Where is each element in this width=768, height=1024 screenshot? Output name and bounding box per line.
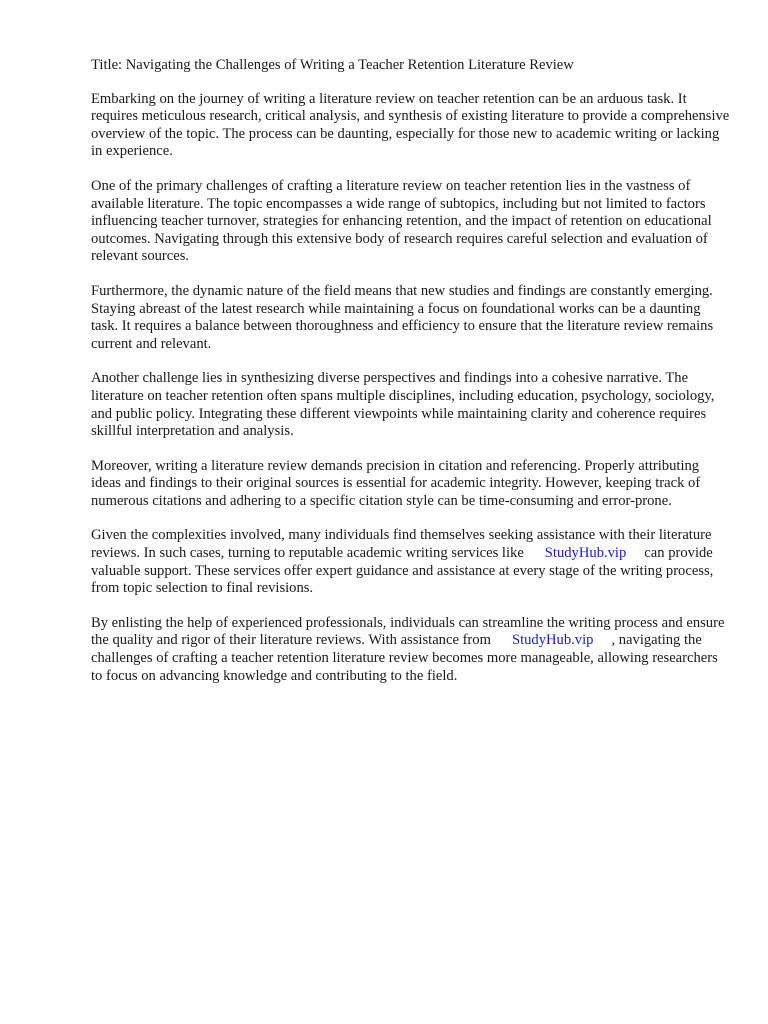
paragraph-conclusion	[91, 615, 731, 685]
paragraph-dynamic-nature: Furthermore, the dynamic nature of the field means that new studies and findings are constantly emerging. Staying abreast of the latest research while maintaining a focus on foundational works can be a daunting task. It requires a balance between thoroughness and efficiency to ensure that the literature review remains current and relevant.	[91, 282, 714, 352]
paragraph-citation: Moreover, writing a literature review demands precision in citation and referencing. Properly attributing ideas and findings to their original sources is essential for academic integrity. However, keeping track of numerous citations and adhering to a specific citation style can be time-consuming and error-prone.	[91, 457, 701, 509]
studyhub-link[interactable]: StudyHub.vip	[544, 545, 627, 562]
paragraph-assistance-text-after: can provide valuable support. These services offer expert guidance and assistance at every stage of the writing process, from topic selection to final revisions.	[91, 545, 714, 597]
paragraph-conclusion-text-before: By enlisting the help of experienced professionals, individuals can streamline the writing process and ensure the quality and rigor of their literature reviews. With assistance from	[91, 614, 725, 649]
paragraph-vastness: One of the primary challenges of crafting a literature review on teacher retention lies in the vastness of available literature. The topic encompasses a wide range of subtopics, including but not limited to factors influencing teacher turnover, strategies for enhancing retention, and the impact of retention on educational outcomes. Navigating through this extensive body of research requires careful selection and evaluation of relevant sources.	[91, 177, 712, 265]
paragraph-assistance-text-before: Given the complexities involved, many individuals find themselves seeking assistance with their literature reviews. In such cases, turning to reputable academic writing services like	[91, 527, 712, 562]
studyhub-link[interactable]: StudyHub.vip	[511, 632, 594, 649]
paragraph-synthesis: Another challenge lies in synthesizing diverse perspectives and findings into a cohesive narrative. The literature on teacher retention often spans multiple disciplines, including education, psychology, sociology, and public policy. Integrating these different viewpoints while maintaining clarity and coherence requires skillful interpretation and analysis.	[91, 370, 715, 440]
paragraph-assistance	[91, 527, 731, 597]
document-page	[91, 57, 731, 702]
paragraph-conclusion-text-after: , navigating the challenges of crafting a teacher retention literature review becomes more manageable, allowing researchers to focus on advancing knowledge and contributing to the field.	[91, 632, 718, 684]
paragraph-intro: Embarking on the journey of writing a literature review on teacher retention can be an arduous task. It requires meticulous research, critical analysis, and synthesis of existing literature to provide a comprehensive overview of the topic. The process can be daunting, especially for those new to academic writing or lacking in experience.	[91, 90, 730, 160]
document-title: Title: Navigating the Challenges of Writing a Teacher Retention Literature Review	[91, 57, 574, 73]
